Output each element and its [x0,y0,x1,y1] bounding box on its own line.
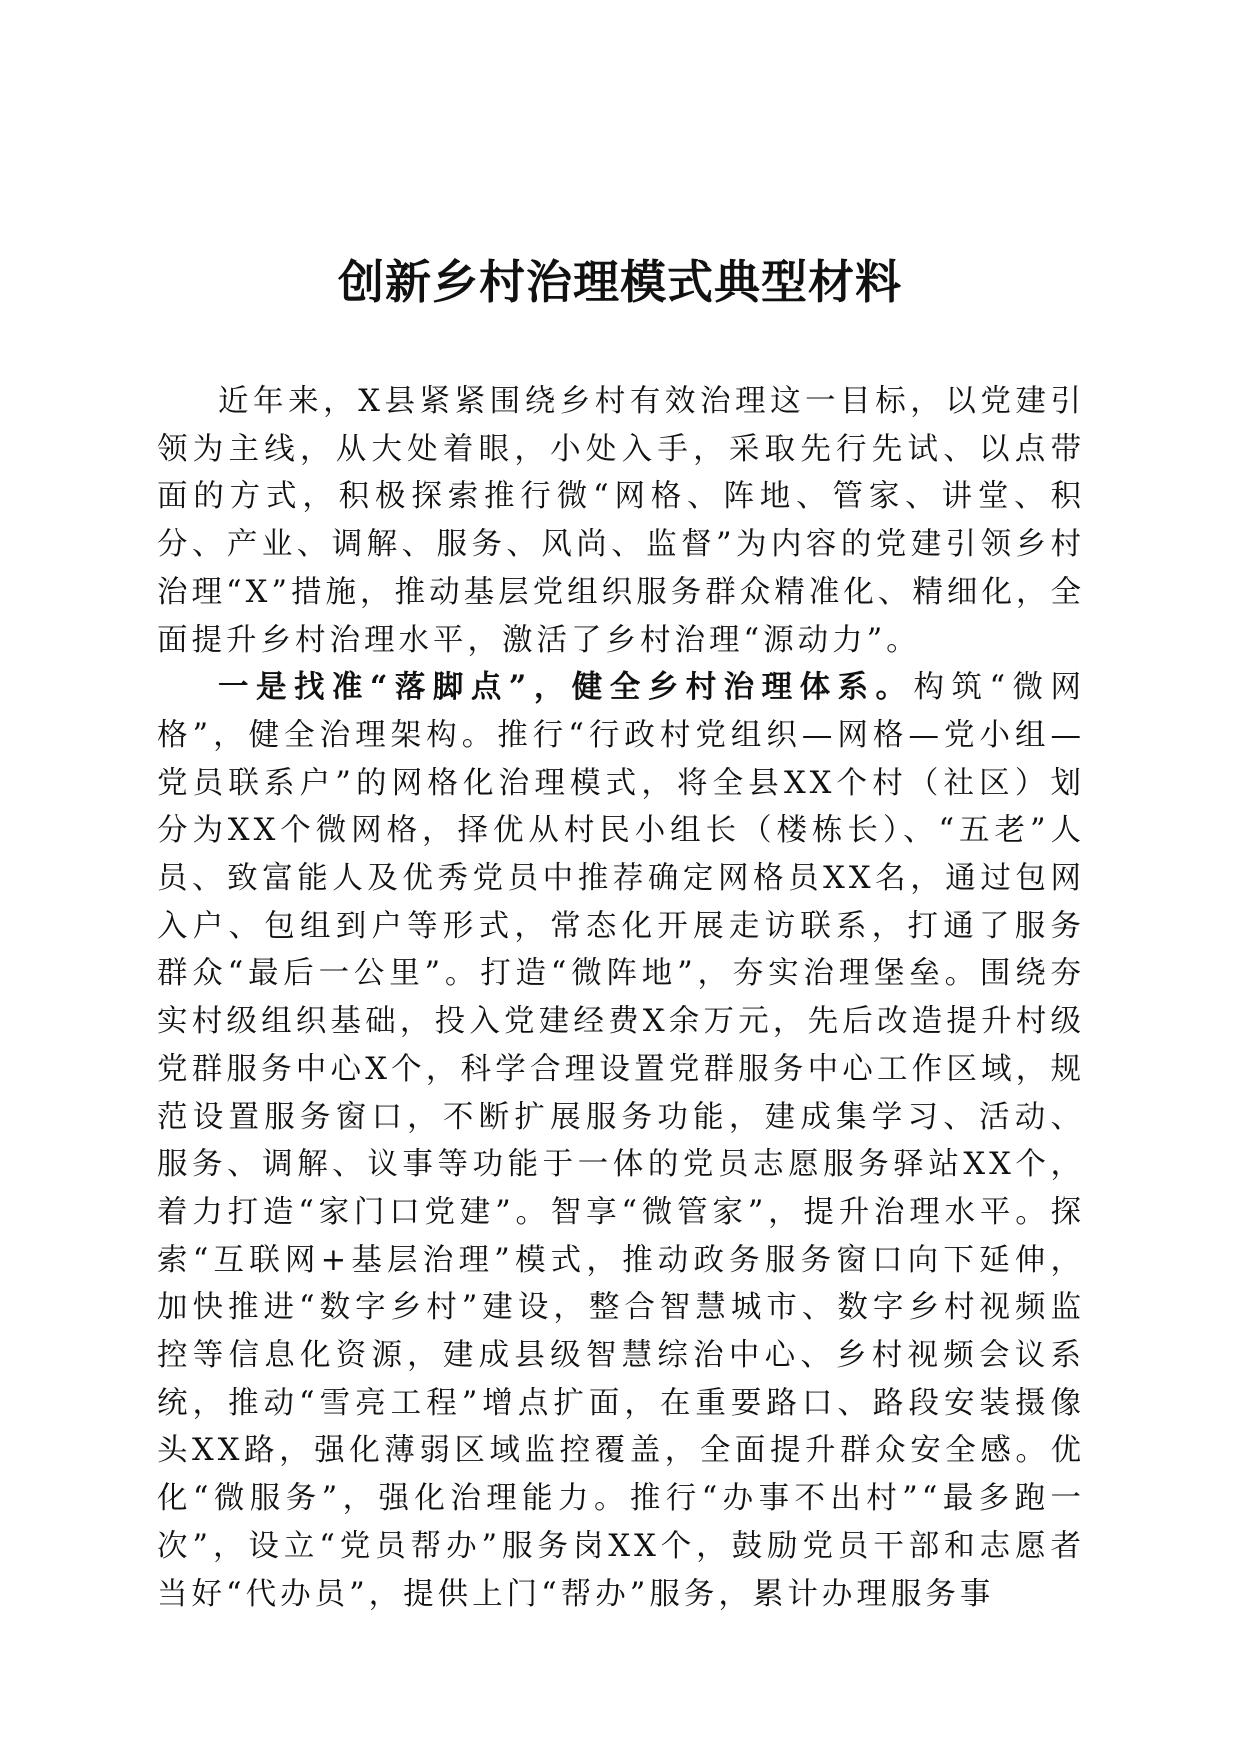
section-one-text: 构筑“微网格”，健全治理架构。推行“行政村党组织—网格—党小组—党员联系户”的网格化治理模式，将全县XX个村（社区）划分为XX个微网格，择优从村民小组长（楼栋长）、“五老”人员、致富能人及优秀党员中推荐确定网格员XX名，通过包网入户、包组到户等形式，常态化开展走访联系，打通了服务群众“最后一公里”。打造“微阵地”，夯实治理堡垒。围绕夯实村级组织基础，投入党建经费X余万元，先后改造提升村级党群服务中心X个，科学合理设置党群服务中心工作区域，规范设置服务窗口，不断扩展服务功能，建成集学习、活动、服务、调解、议事等功能于一体的党员志愿服务驿站XX个，着力打造“家门口党建”。智享“微管家”，提升治理水平。探索“互联网+基层治理”模式，推动政务服务窗口向下延伸，加快推进“数字乡村”建设，整合智慧城市、数字乡村视频监控等信息化资源，建成县级智慧综治中心、乡村视频会议系统，推动“雪亮工程”增点扩面，在重要路口、路段安装摄像头XX路，强化薄弱区域监控覆盖，全面提升群众安全感。优化“微服务”，强化治理能力。推行“办事不出村”“最多跑一次”，设立“党员帮办”服务岗XX个，鼓励党员干部和志愿者当好“代办员”，提供上门“帮办”服务，累计办理服务事 [157,670,1086,1612]
intro-paragraph [157,378,1085,664]
document-body [157,378,1085,1618]
intro-paragraph-text: 近年来，X县紧紧围绕乡村有效治理这一目标，以党建引领为主线，从大处着眼，小处入手，采取先行先试、以点带面的方式，积极探索推行微“网格、阵地、管家、讲堂、积分、产业、调解、服务、风尚、监督”为内容的党建引领乡村治理“X”措施，推动基层党组织服务群众精准化、精细化，全面提升乡村治理水平，激活了乡村治理“源动力”。 [157,384,1085,658]
section-one-heading: 一是找准“落脚点”，健全乡村治理体系。 [218,669,914,706]
document-title: 创新乡村治理模式典型材料 [338,255,902,309]
section-one-paragraph [157,664,1085,1618]
